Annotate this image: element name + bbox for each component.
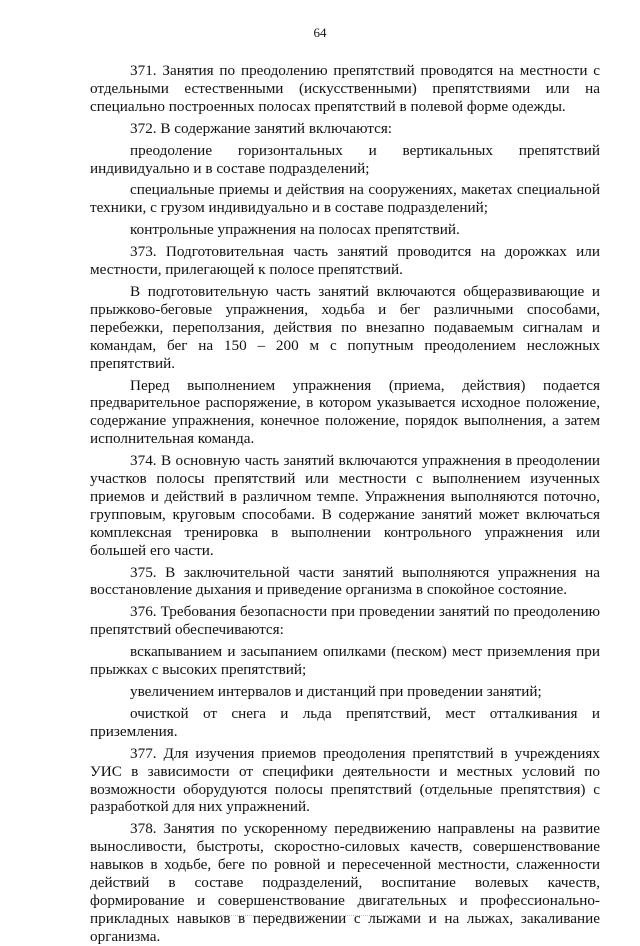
paragraph-374: 374. В основную часть занятий включаются упражнения в преодолении участков полосы препятствий или местности с выполнением изученных приемов и действий в различном темпе. Упражнения выполняются поточно, групповым, круговым способами. В содержание занятий может включаться комплексная тренировка в выполнении контрольного упражнения или большей его части. <box>90 452 600 559</box>
list-item-digging-landing: вскапыванием и засыпанием опилками (песком) мест приземления при прыжках с высоких препятствий; <box>90 643 600 679</box>
paragraph-371: 371. Занятия по преодолению препятствий проводятся на местности с отдельными естественными (искусственными) препятствиями или на специально построенных полосах препятствий в полевой форме одежды. <box>90 62 600 115</box>
paragraph-372: 372. В содержание занятий включаются: <box>130 119 393 137</box>
paragraph-376: 376. Требования безопасности при проведении занятий по преодолению препятствий обеспечиваются: <box>90 603 600 639</box>
paragraph-preparatory-part: В подготовительную часть занятий включаются общеразвивающие и прыжково-беговые упражнения, ходьба и бег различными способами, перебежки, переползания, действия по внезапно подаваемым сигналам и командам, бег на 150 – 200 м с попутным преодолением несложных препятствий. <box>90 282 600 372</box>
document-body <box>90 62 600 946</box>
paragraph-377: 377. Для изучения приемов преодоления препятствий в учреждениях УИС в зависимости от специфики деятельности и местных условий по возможности оборудуются полосы препятствий (отдельные препятствия) с разработкой для них упражнений. <box>90 744 600 816</box>
paragraph-375: 375. В заключительной части занятий выполняются упражнения на восстановление дыхания и приведение организма в спокойное состояние. <box>90 563 600 599</box>
list-item-intervals: увеличением интервалов и дистанций при проведении занятий; <box>130 683 542 700</box>
paragraph-373: 373. Подготовительная часть занятий проводится на дорожках или местности, прилегающей к полосе препятствий. <box>90 243 600 279</box>
paragraph-before-exercise: Перед выполнением упражнения (приема, действия) подается предварительное распоряжение, в котором указывается исходное положение, содержание упражнения, конечное положение, порядок выполнения, а затем исполнительная команда. <box>90 376 600 448</box>
paragraph-378: 378. Занятия по ускоренному передвижению направлены на развитие выносливости, быстроты, скоростно-силовых качеств, совершенствование навыков в ходьбе, беге по ровной и пересеченной местности, слаженности действий в составе подразделений, воспитание волевых качеств, формирование и совершенствование двигательных и профессионально-прикладных навыков в передвижении с лыжами и на лыжах, закаливание организма. <box>90 820 600 945</box>
list-item-control-exercises: контрольные упражнения на полосах препятствий. <box>130 221 460 239</box>
list-item-special-techniques: специальные приемы и действия на сооружениях, макетах специальной техники, с грузом индивидуально и в составе подразделений; <box>90 181 600 217</box>
page-number: 64 <box>313 25 327 40</box>
list-item-horizontal-vertical-obstacles: преодоление горизонтальных и вертикальных препятствий индивидуально и в составе подразделений; <box>90 141 600 177</box>
list-item-clearing-snow: очисткой от снега и льда препятствий, мест отталкивания и приземления. <box>90 704 600 740</box>
scan-edge-mark <box>220 915 420 917</box>
